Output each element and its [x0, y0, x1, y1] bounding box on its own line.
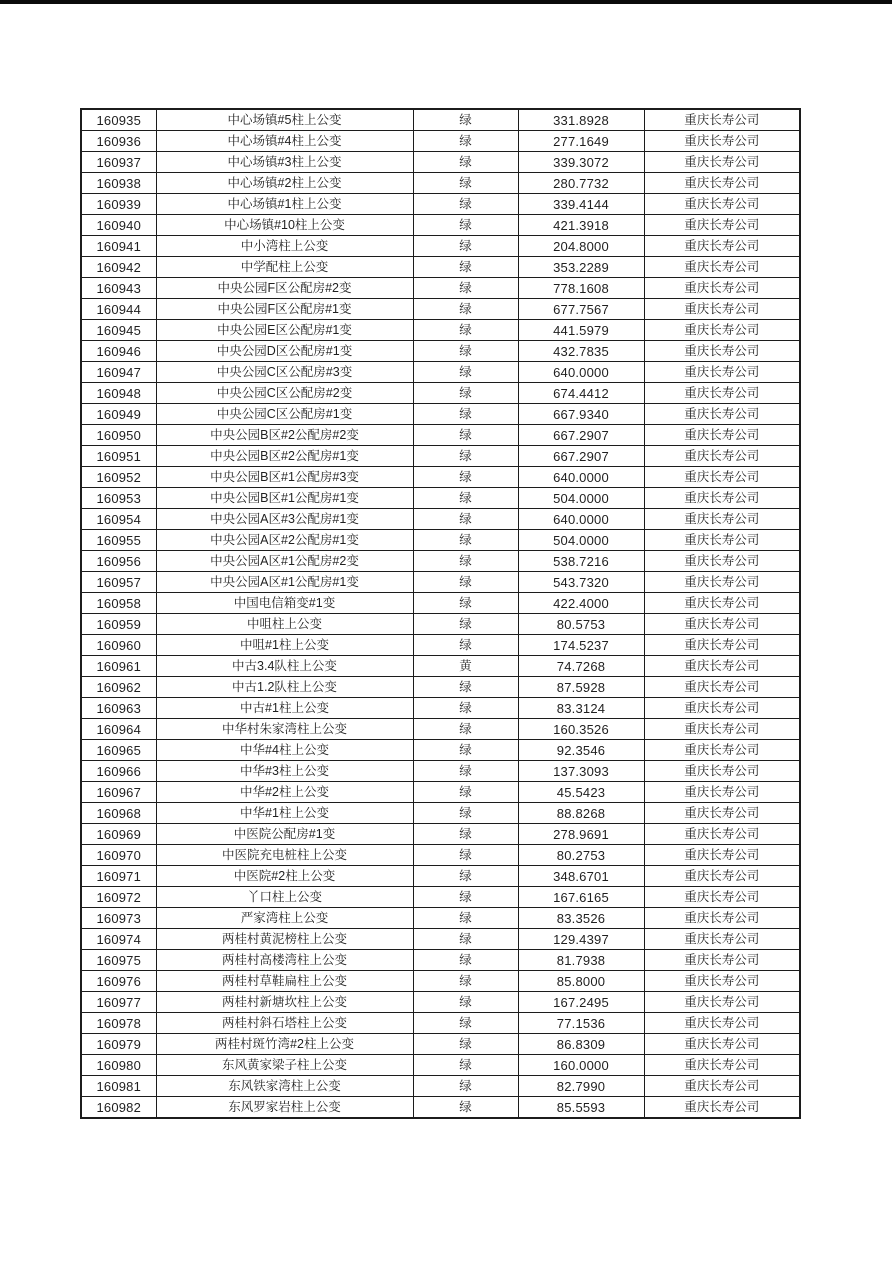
cell-company: 重庆长寿公司	[644, 845, 800, 866]
cell-company: 重庆长寿公司	[644, 950, 800, 971]
table-row	[81, 341, 800, 362]
cell-name: 严家湾柱上公变	[156, 908, 413, 929]
cell-name: 中央公园F区公配房#1变	[156, 299, 413, 320]
cell-status: 绿	[413, 341, 518, 362]
cell-company: 重庆长寿公司	[644, 236, 800, 257]
table-row	[81, 446, 800, 467]
cell-name: 中央公园A区#2公配房#1变	[156, 530, 413, 551]
cell-id: 160968	[81, 803, 156, 824]
cell-value: 167.2495	[518, 992, 644, 1013]
cell-value: 778.1608	[518, 278, 644, 299]
cell-company: 重庆长寿公司	[644, 887, 800, 908]
cell-status: 绿	[413, 509, 518, 530]
cell-id: 160963	[81, 698, 156, 719]
table-row	[81, 320, 800, 341]
cell-status: 绿	[413, 635, 518, 656]
cell-name: 中心场镇#5柱上公变	[156, 109, 413, 131]
cell-value: 677.7567	[518, 299, 644, 320]
cell-company: 重庆长寿公司	[644, 782, 800, 803]
cell-name: 中医院充电桩柱上公变	[156, 845, 413, 866]
cell-id: 160952	[81, 467, 156, 488]
cell-company: 重庆长寿公司	[644, 803, 800, 824]
table-row	[81, 1013, 800, 1034]
cell-status: 绿	[413, 236, 518, 257]
cell-id: 160978	[81, 1013, 156, 1034]
cell-status: 绿	[413, 152, 518, 173]
cell-status: 绿	[413, 677, 518, 698]
table-row	[81, 152, 800, 173]
table-row	[81, 614, 800, 635]
table-row	[81, 1097, 800, 1119]
cell-value: 129.4397	[518, 929, 644, 950]
table-row	[81, 887, 800, 908]
cell-status: 绿	[413, 950, 518, 971]
table-row	[81, 782, 800, 803]
cell-status: 绿	[413, 1076, 518, 1097]
cell-status: 绿	[413, 383, 518, 404]
cell-status: 绿	[413, 257, 518, 278]
cell-name: 中咀柱上公变	[156, 614, 413, 635]
cell-company: 重庆长寿公司	[644, 1097, 800, 1119]
cell-value: 640.0000	[518, 509, 644, 530]
cell-name: 中央公园B区#2公配房#1变	[156, 446, 413, 467]
cell-name: 东风黄家梁子柱上公变	[156, 1055, 413, 1076]
cell-company: 重庆长寿公司	[644, 173, 800, 194]
cell-id: 160971	[81, 866, 156, 887]
cell-company: 重庆长寿公司	[644, 1076, 800, 1097]
cell-name: 中央公园F区公配房#2变	[156, 278, 413, 299]
cell-value: 667.9340	[518, 404, 644, 425]
cell-value: 83.3124	[518, 698, 644, 719]
cell-id: 160970	[81, 845, 156, 866]
cell-status: 绿	[413, 782, 518, 803]
cell-company: 重庆长寿公司	[644, 530, 800, 551]
cell-name: 中央公园C区公配房#2变	[156, 383, 413, 404]
cell-id: 160942	[81, 257, 156, 278]
cell-status: 绿	[413, 488, 518, 509]
cell-status: 绿	[413, 446, 518, 467]
cell-name: 中央公园C区公配房#1变	[156, 404, 413, 425]
cell-status: 绿	[413, 173, 518, 194]
cell-status: 绿	[413, 929, 518, 950]
cell-company: 重庆长寿公司	[644, 109, 800, 131]
cell-company: 重庆长寿公司	[644, 761, 800, 782]
cell-value: 277.1649	[518, 131, 644, 152]
cell-company: 重庆长寿公司	[644, 866, 800, 887]
cell-status: 绿	[413, 1013, 518, 1034]
cell-status: 绿	[413, 908, 518, 929]
cell-id: 160956	[81, 551, 156, 572]
cell-id: 160979	[81, 1034, 156, 1055]
cell-company: 重庆长寿公司	[644, 215, 800, 236]
cell-status: 绿	[413, 551, 518, 572]
cell-value: 339.3072	[518, 152, 644, 173]
cell-value: 640.0000	[518, 467, 644, 488]
table-row	[81, 593, 800, 614]
cell-value: 204.8000	[518, 236, 644, 257]
cell-value: 77.1536	[518, 1013, 644, 1034]
cell-value: 82.7990	[518, 1076, 644, 1097]
cell-status: 绿	[413, 1055, 518, 1076]
cell-value: 81.7938	[518, 950, 644, 971]
cell-value: 88.8268	[518, 803, 644, 824]
cell-name: 中咀#1柱上公变	[156, 635, 413, 656]
table-row	[81, 488, 800, 509]
cell-id: 160961	[81, 656, 156, 677]
table-row	[81, 677, 800, 698]
cell-name: 中央公园B区#2公配房#2变	[156, 425, 413, 446]
cell-id: 160953	[81, 488, 156, 509]
cell-company: 重庆长寿公司	[644, 446, 800, 467]
table-row	[81, 803, 800, 824]
cell-company: 重庆长寿公司	[644, 551, 800, 572]
cell-status: 绿	[413, 467, 518, 488]
table-row	[81, 1076, 800, 1097]
cell-status: 绿	[413, 131, 518, 152]
cell-value: 174.5237	[518, 635, 644, 656]
cell-id: 160945	[81, 320, 156, 341]
table-row	[81, 845, 800, 866]
table-row	[81, 740, 800, 761]
cell-status: 绿	[413, 215, 518, 236]
cell-status: 绿	[413, 194, 518, 215]
table-row	[81, 215, 800, 236]
cell-name: 中医院#2柱上公变	[156, 866, 413, 887]
cell-name: 中心场镇#3柱上公变	[156, 152, 413, 173]
cell-status: 绿	[413, 593, 518, 614]
cell-name: 中华#1柱上公变	[156, 803, 413, 824]
cell-status: 绿	[413, 971, 518, 992]
cell-id: 160969	[81, 824, 156, 845]
cell-status: 绿	[413, 866, 518, 887]
cell-value: 280.7732	[518, 173, 644, 194]
cell-status: 绿	[413, 362, 518, 383]
cell-company: 重庆长寿公司	[644, 593, 800, 614]
cell-company: 重庆长寿公司	[644, 908, 800, 929]
cell-value: 137.3093	[518, 761, 644, 782]
cell-id: 160967	[81, 782, 156, 803]
cell-company: 重庆长寿公司	[644, 404, 800, 425]
cell-value: 74.7268	[518, 656, 644, 677]
cell-company: 重庆长寿公司	[644, 1055, 800, 1076]
cell-value: 85.8000	[518, 971, 644, 992]
cell-status: 绿	[413, 278, 518, 299]
cell-name: 中华#4柱上公变	[156, 740, 413, 761]
table-row	[81, 299, 800, 320]
cell-value: 87.5928	[518, 677, 644, 698]
cell-value: 504.0000	[518, 530, 644, 551]
cell-status: 绿	[413, 530, 518, 551]
cell-name: 两桂村高楼湾柱上公变	[156, 950, 413, 971]
transformer-table	[80, 108, 801, 1119]
table-row	[81, 971, 800, 992]
cell-name: 中央公园D区公配房#1变	[156, 341, 413, 362]
cell-value: 432.7835	[518, 341, 644, 362]
cell-company: 重庆长寿公司	[644, 992, 800, 1013]
cell-value: 86.8309	[518, 1034, 644, 1055]
table-row	[81, 698, 800, 719]
table-row	[81, 824, 800, 845]
cell-id: 160948	[81, 383, 156, 404]
cell-company: 重庆长寿公司	[644, 1013, 800, 1034]
cell-id: 160973	[81, 908, 156, 929]
table-row	[81, 109, 800, 131]
cell-company: 重庆长寿公司	[644, 299, 800, 320]
cell-id: 160957	[81, 572, 156, 593]
cell-value: 348.6701	[518, 866, 644, 887]
cell-name: 中华#3柱上公变	[156, 761, 413, 782]
cell-id: 160955	[81, 530, 156, 551]
table-row	[81, 1034, 800, 1055]
cell-id: 160943	[81, 278, 156, 299]
table-row	[81, 467, 800, 488]
cell-value: 441.5979	[518, 320, 644, 341]
cell-value: 353.2289	[518, 257, 644, 278]
cell-status: 绿	[413, 887, 518, 908]
cell-company: 重庆长寿公司	[644, 929, 800, 950]
cell-name: 中央公园B区#1公配房#3变	[156, 467, 413, 488]
cell-value: 504.0000	[518, 488, 644, 509]
cell-name: 东风罗家岩柱上公变	[156, 1097, 413, 1119]
cell-value: 674.4412	[518, 383, 644, 404]
table-row	[81, 572, 800, 593]
cell-id: 160982	[81, 1097, 156, 1119]
cell-value: 45.5423	[518, 782, 644, 803]
cell-id: 160972	[81, 887, 156, 908]
cell-status: 绿	[413, 1097, 518, 1119]
cell-status: 绿	[413, 572, 518, 593]
cell-name: 两桂村草鞋扁柱上公变	[156, 971, 413, 992]
cell-name: 中央公园E区公配房#1变	[156, 320, 413, 341]
cell-name: 中华村朱家湾柱上公变	[156, 719, 413, 740]
cell-name: 中心场镇#2柱上公变	[156, 173, 413, 194]
cell-id: 160936	[81, 131, 156, 152]
cell-company: 重庆长寿公司	[644, 194, 800, 215]
cell-company: 重庆长寿公司	[644, 488, 800, 509]
cell-status: 绿	[413, 109, 518, 131]
cell-status: 绿	[413, 320, 518, 341]
cell-value: 80.2753	[518, 845, 644, 866]
table-row	[81, 635, 800, 656]
cell-status: 绿	[413, 845, 518, 866]
table-row	[81, 992, 800, 1013]
cell-company: 重庆长寿公司	[644, 383, 800, 404]
table-row	[81, 362, 800, 383]
cell-value: 543.7320	[518, 572, 644, 593]
cell-company: 重庆长寿公司	[644, 572, 800, 593]
cell-id: 160974	[81, 929, 156, 950]
cell-name: 中古3.4队柱上公变	[156, 656, 413, 677]
cell-id: 160962	[81, 677, 156, 698]
table-row	[81, 1055, 800, 1076]
cell-id: 160954	[81, 509, 156, 530]
cell-id: 160951	[81, 446, 156, 467]
cell-value: 339.4144	[518, 194, 644, 215]
cell-value: 83.3526	[518, 908, 644, 929]
cell-name: 中心场镇#4柱上公变	[156, 131, 413, 152]
cell-company: 重庆长寿公司	[644, 824, 800, 845]
table-row	[81, 950, 800, 971]
cell-value: 167.6165	[518, 887, 644, 908]
cell-value: 538.7216	[518, 551, 644, 572]
cell-status: 绿	[413, 740, 518, 761]
table-row	[81, 131, 800, 152]
table-row	[81, 551, 800, 572]
cell-company: 重庆长寿公司	[644, 362, 800, 383]
table-row	[81, 509, 800, 530]
table-body	[81, 109, 800, 1118]
cell-value: 667.2907	[518, 446, 644, 467]
cell-company: 重庆长寿公司	[644, 1034, 800, 1055]
cell-company: 重庆长寿公司	[644, 509, 800, 530]
cell-value: 160.0000	[518, 1055, 644, 1076]
cell-value: 278.9691	[518, 824, 644, 845]
cell-name: 中学配柱上公变	[156, 257, 413, 278]
cell-value: 92.3546	[518, 740, 644, 761]
cell-name: 中央公园A区#3公配房#1变	[156, 509, 413, 530]
cell-id: 160976	[81, 971, 156, 992]
table-row	[81, 194, 800, 215]
cell-id: 160981	[81, 1076, 156, 1097]
cell-value: 160.3526	[518, 719, 644, 740]
cell-company: 重庆长寿公司	[644, 320, 800, 341]
table-row	[81, 404, 800, 425]
cell-name: 中华#2柱上公变	[156, 782, 413, 803]
cell-id: 160937	[81, 152, 156, 173]
cell-id: 160946	[81, 341, 156, 362]
cell-id: 160965	[81, 740, 156, 761]
top-edge-bar	[0, 0, 892, 4]
cell-company: 重庆长寿公司	[644, 740, 800, 761]
cell-company: 重庆长寿公司	[644, 698, 800, 719]
cell-company: 重庆长寿公司	[644, 635, 800, 656]
cell-status: 绿	[413, 425, 518, 446]
cell-company: 重庆长寿公司	[644, 677, 800, 698]
cell-id: 160964	[81, 719, 156, 740]
table-row	[81, 257, 800, 278]
cell-value: 421.3918	[518, 215, 644, 236]
table-row	[81, 425, 800, 446]
cell-value: 331.8928	[518, 109, 644, 131]
cell-name: 中国电信箱变#1变	[156, 593, 413, 614]
cell-id: 160949	[81, 404, 156, 425]
table-row	[81, 929, 800, 950]
cell-company: 重庆长寿公司	[644, 614, 800, 635]
cell-company: 重庆长寿公司	[644, 131, 800, 152]
cell-status: 绿	[413, 404, 518, 425]
cell-name: 东风铁家湾柱上公变	[156, 1076, 413, 1097]
cell-name: 中医院公配房#1变	[156, 824, 413, 845]
cell-status: 黄	[413, 656, 518, 677]
cell-status: 绿	[413, 824, 518, 845]
cell-id: 160939	[81, 194, 156, 215]
cell-status: 绿	[413, 761, 518, 782]
cell-company: 重庆长寿公司	[644, 278, 800, 299]
table-row	[81, 383, 800, 404]
table-row	[81, 908, 800, 929]
cell-status: 绿	[413, 1034, 518, 1055]
table-row	[81, 236, 800, 257]
cell-name: 中小湾柱上公变	[156, 236, 413, 257]
cell-value: 640.0000	[518, 362, 644, 383]
cell-company: 重庆长寿公司	[644, 467, 800, 488]
cell-name: 中央公园B区#1公配房#1变	[156, 488, 413, 509]
table-row	[81, 761, 800, 782]
cell-id: 160935	[81, 109, 156, 131]
cell-id: 160958	[81, 593, 156, 614]
cell-status: 绿	[413, 698, 518, 719]
cell-id: 160940	[81, 215, 156, 236]
cell-company: 重庆长寿公司	[644, 152, 800, 173]
table-row	[81, 530, 800, 551]
cell-name: 中古1.2队柱上公变	[156, 677, 413, 698]
cell-id: 160977	[81, 992, 156, 1013]
cell-value: 422.4000	[518, 593, 644, 614]
cell-name: 中古#1柱上公变	[156, 698, 413, 719]
cell-status: 绿	[413, 614, 518, 635]
table-row	[81, 719, 800, 740]
cell-name: 丫口柱上公变	[156, 887, 413, 908]
cell-name: 中心场镇#10柱上公变	[156, 215, 413, 236]
cell-name: 两桂村黄泥榜柱上公变	[156, 929, 413, 950]
cell-name: 中央公园A区#1公配房#1变	[156, 572, 413, 593]
cell-id: 160975	[81, 950, 156, 971]
cell-id: 160941	[81, 236, 156, 257]
cell-name: 中央公园A区#1公配房#2变	[156, 551, 413, 572]
cell-company: 重庆长寿公司	[644, 257, 800, 278]
cell-name: 中心场镇#1柱上公变	[156, 194, 413, 215]
transformer-table-container	[80, 108, 801, 1119]
cell-company: 重庆长寿公司	[644, 719, 800, 740]
table-row	[81, 866, 800, 887]
cell-status: 绿	[413, 299, 518, 320]
cell-company: 重庆长寿公司	[644, 971, 800, 992]
table-row	[81, 656, 800, 677]
cell-name: 两桂村斑竹湾#2柱上公变	[156, 1034, 413, 1055]
cell-company: 重庆长寿公司	[644, 425, 800, 446]
cell-company: 重庆长寿公司	[644, 656, 800, 677]
cell-value: 85.5593	[518, 1097, 644, 1119]
cell-id: 160947	[81, 362, 156, 383]
cell-status: 绿	[413, 992, 518, 1013]
cell-id: 160944	[81, 299, 156, 320]
cell-id: 160960	[81, 635, 156, 656]
cell-id: 160938	[81, 173, 156, 194]
cell-name: 中央公园C区公配房#3变	[156, 362, 413, 383]
cell-company: 重庆长寿公司	[644, 341, 800, 362]
cell-value: 667.2907	[518, 425, 644, 446]
cell-id: 160966	[81, 761, 156, 782]
cell-id: 160959	[81, 614, 156, 635]
cell-value: 80.5753	[518, 614, 644, 635]
cell-name: 两桂村斜石塔柱上公变	[156, 1013, 413, 1034]
cell-name: 两桂村新塘坎柱上公变	[156, 992, 413, 1013]
cell-id: 160980	[81, 1055, 156, 1076]
cell-status: 绿	[413, 719, 518, 740]
cell-id: 160950	[81, 425, 156, 446]
table-row	[81, 173, 800, 194]
cell-status: 绿	[413, 803, 518, 824]
table-row	[81, 278, 800, 299]
